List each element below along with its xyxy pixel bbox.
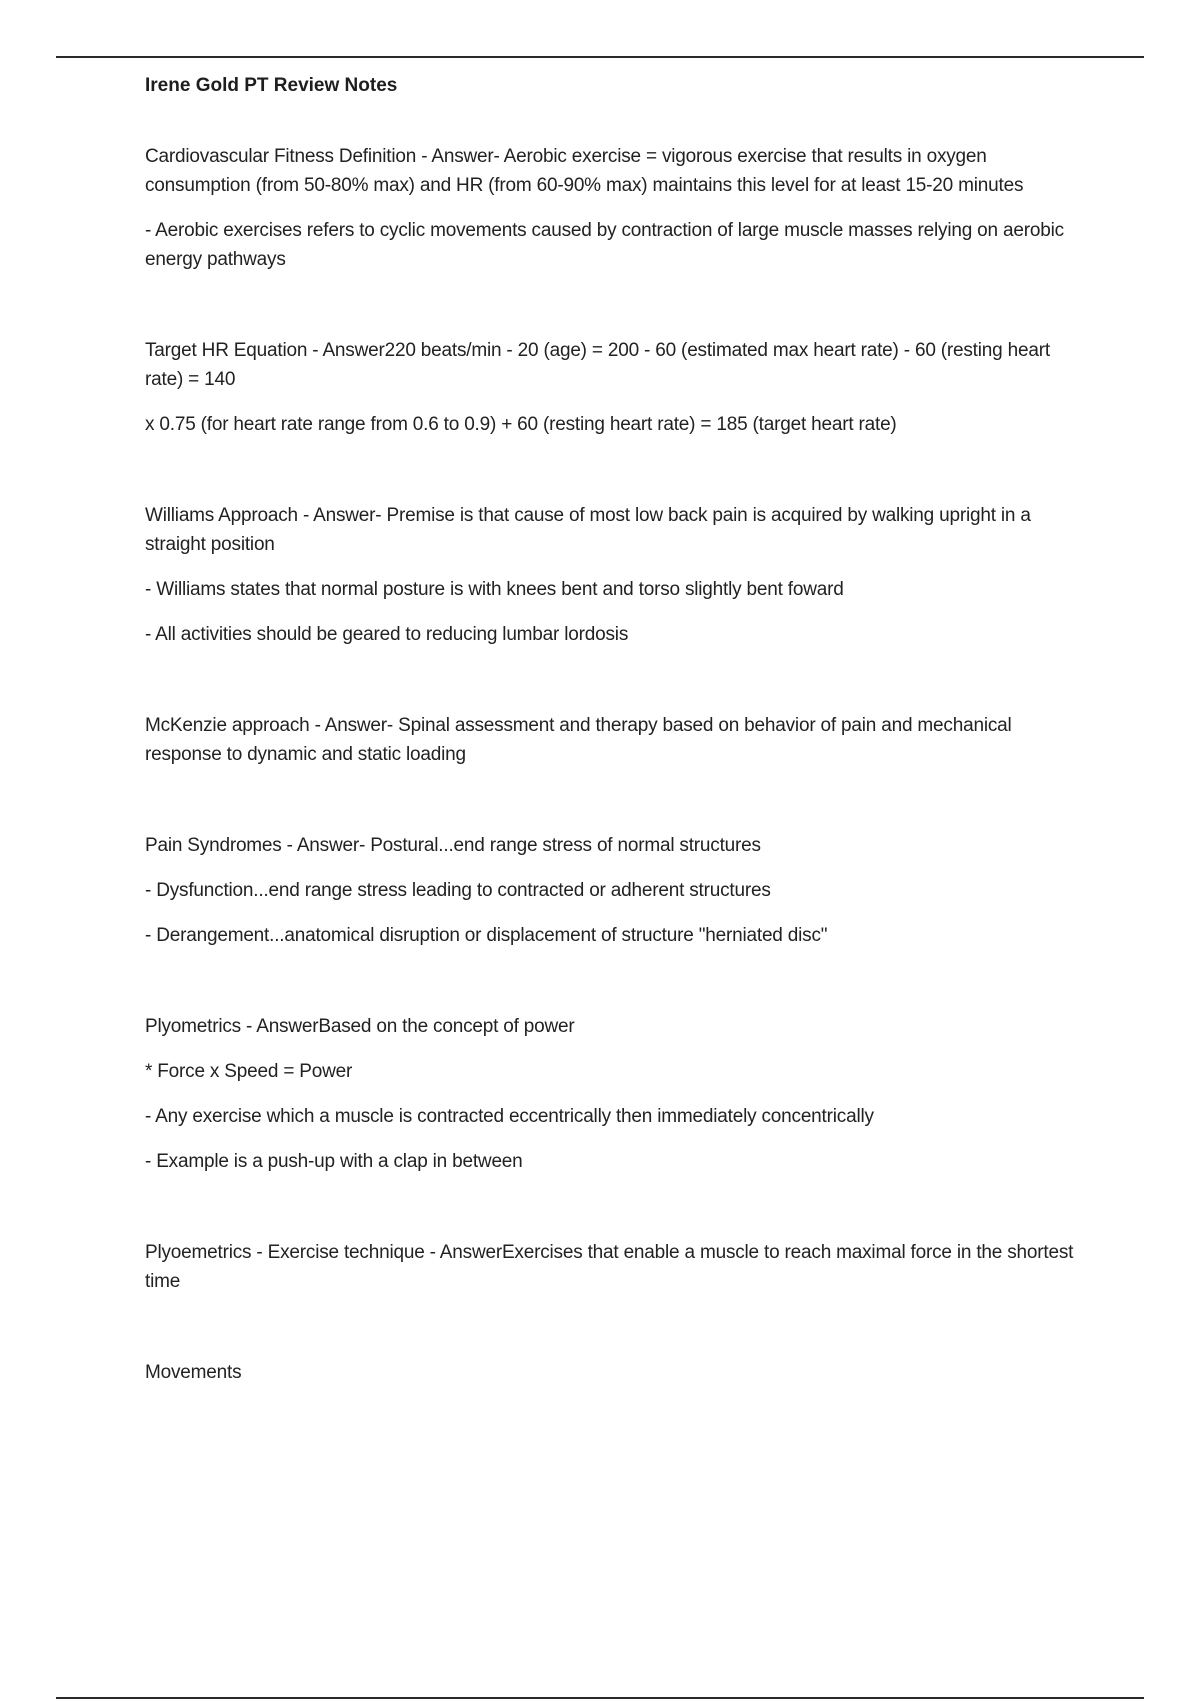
note-entry-plyometrics bbox=[145, 1012, 1085, 1176]
note-entry-plyoemetrics-technique bbox=[145, 1238, 1085, 1296]
footer-rule bbox=[56, 1697, 1144, 1699]
note-entry-movements bbox=[145, 1358, 1085, 1387]
document-title: Irene Gold PT Review Notes bbox=[145, 75, 398, 96]
note-paragraph: Pain Syndromes - Answer- Postural...end range stress of normal structures bbox=[145, 835, 761, 856]
page-content bbox=[145, 72, 1085, 1455]
note-paragraph: Williams Approach - Answer- Premise is that cause of most low back pain is acquired by walking upright in a straight position bbox=[145, 505, 1031, 555]
note-entry-pain-syndromes bbox=[145, 831, 1085, 950]
note-paragraph: Target HR Equation - Answer220 beats/min - 20 (age) = 200 - 60 (estimated max heart rate) - 60 (resting heart rate) = 140 bbox=[145, 340, 1050, 390]
note-paragraph: Cardiovascular Fitness Definition - Answer- Aerobic exercise = vigorous exercise that results in oxygen consumption (from 50-80% max) and HR (from 60-90% max) maintains this level for at least 15-20 minutes bbox=[145, 146, 1024, 196]
note-paragraph: - All activities should be geared to reducing lumbar lordosis bbox=[145, 624, 629, 645]
note-paragraph: McKenzie approach - Answer- Spinal assessment and therapy based on behavior of pain and mechanical response to dynamic and static loading bbox=[145, 715, 1012, 765]
note-paragraph: - Williams states that normal posture is with knees bent and torso slightly bent foward bbox=[145, 579, 844, 600]
note-paragraph: * Force x Speed = Power bbox=[145, 1061, 353, 1082]
note-paragraph: - Aerobic exercises refers to cyclic movements caused by contraction of large muscle masses relying on aerobic energy pathways bbox=[145, 220, 1064, 270]
header-rule bbox=[56, 56, 1144, 58]
note-paragraph: - Any exercise which a muscle is contracted eccentrically then immediately concentrically bbox=[145, 1106, 874, 1127]
note-entry-williams-approach bbox=[145, 501, 1085, 649]
note-entry-mckenzie-approach bbox=[145, 711, 1085, 769]
note-paragraph: Movements bbox=[145, 1362, 242, 1383]
note-paragraph: x 0.75 (for heart rate range from 0.6 to 0.9) + 60 (resting heart rate) = 185 (target heart rate) bbox=[145, 414, 897, 435]
note-entry-target-hr bbox=[145, 336, 1085, 439]
note-paragraph: - Example is a push-up with a clap in between bbox=[145, 1151, 523, 1172]
note-paragraph: Plyometrics - AnswerBased on the concept of power bbox=[145, 1016, 575, 1037]
note-entry-cardiovascular-fitness bbox=[145, 142, 1085, 274]
note-paragraph: Plyoemetrics - Exercise technique - AnswerExercises that enable a muscle to reach maximal force in the shortest time bbox=[145, 1242, 1074, 1292]
note-paragraph: - Derangement...anatomical disruption or displacement of structure "herniated disc" bbox=[145, 925, 828, 946]
note-paragraph: - Dysfunction...end range stress leading to contracted or adherent structures bbox=[145, 880, 771, 901]
